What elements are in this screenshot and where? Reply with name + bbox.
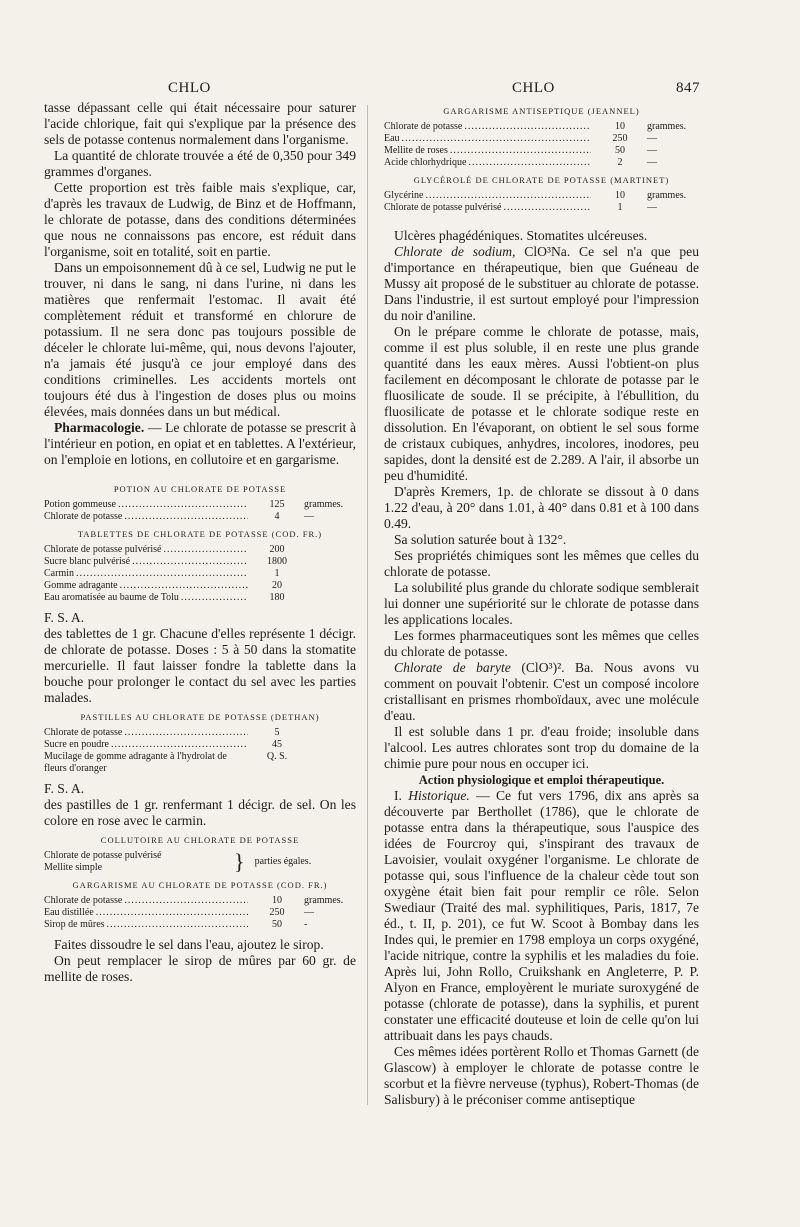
paragraph: On le prépare comme le chlorate de potasse, mais, comme il est plus soluble, il en reste une plus grande quantité dans les eaux mères. Aussi l'obtient-on plus facilement en décomposant le chlorate de potasse par le fluosilicate de soude. Il se précipite, à l'ébullition, du fluosilicate de potasse et le chlorate sodique reste en dissolution. En l'évaporant, on obtient le sel sous forme de cristaux cubiques, anhydres, incolores, inodores, peu sapides, dont la densité est de 2.289. A l'air, il absorbe un peu d'humidité. (384, 324, 699, 483)
quantity: 10 (615, 121, 625, 132)
quantity: 2 (617, 157, 623, 168)
ingredient: Eau (384, 133, 400, 144)
running-head-center: CHLO (512, 80, 555, 96)
ingredient: Acide chlorhydrique (384, 157, 467, 168)
ingredient: Sirop de mûres (44, 919, 105, 930)
unit: - (304, 919, 308, 930)
running-head-left: CHLO (168, 80, 211, 96)
paragraph: Les formes pharmaceutiques sont les mêmes que celles du chlorate de potasse. (384, 628, 699, 659)
section-number: I. (394, 788, 409, 803)
paragraph: D'après Kremers, 1p. de chlorate se dissout à 0 dans 1.22 d'eau, à 20° dans 1.01, à 40° dans 0.81 et à 100 dans 0.49. (384, 484, 699, 531)
unit: — (304, 907, 314, 918)
formula-jeannel (384, 121, 699, 169)
quantity: 4 (274, 511, 280, 522)
chlorate-baryte-paragraph (384, 660, 699, 724)
formula-title: GARGARISME AU CHLORATE DE POTASSE (COD. FR.) (72, 880, 328, 890)
quantity: 200 (269, 544, 285, 555)
formula-title: COLLUTOIRE AU CHLORATE DE POTASSE (100, 835, 300, 845)
paragraph: On peut remplacer le sirop de mûres par 60 gr. de mellite de roses. (44, 953, 356, 984)
formula-row (384, 202, 699, 214)
paragraph: Ces mêmes idées portèrent Rollo et Thomas Garnett (de Glascow) à employer le chlorate de potasse contre le scorbut et la fièvre nerveuse (typhus), Robert-Thomas (de Salisbury) à le préconiser comme antiseptique (384, 1044, 699, 1107)
paragraph: Dans un empoisonnement dû à ce sel, Ludwig ne put le trouver, ni dans le sang, ni dans l'urine, ni dans les matières que renfermait l'estomac. Il avait été complètement réduit et transformé en chlorure de potassium. Il ne sera donc pas toujours possible de déceler le chlorate lui-même, qui, nous devons l'ajouter, n'a jamais été jusqu'à ce jour employé dans des conditions criminelles. Les accidents mortels ont toujours été dus à l'ingestion de doses plus ou moins élevées, mais données dans un but médical. (44, 260, 356, 419)
formula-pastilles (44, 727, 356, 775)
formula-row (44, 499, 356, 511)
subheading: Historique. (408, 788, 470, 803)
formula-gargarisme (44, 895, 356, 931)
formula-tablettes (44, 544, 356, 604)
quantity: 1800 (267, 556, 287, 567)
formula-title: TABLETTES DE CHLORATE DE POTASSE (COD. FR.) (77, 529, 323, 539)
paragraph: Ulcères phagédéniques. Stomatites ulcéreuses. (394, 228, 648, 243)
paragraph: Faites dissoudre le sel dans l'eau, ajoutez le sirop. (54, 937, 324, 952)
column-divider (367, 105, 368, 1105)
paragraph: Cette proportion est très faible mais s'explique, car, d'après les travaux de Ludwig, de Binz et de Hoffmann, le chlorate de potasse, dans des conditions déterminées que nous ne connaissons pas encore, est réduit dans l'organisme, soit en totalité, soit en partie. (44, 180, 356, 259)
unit: — (647, 202, 657, 213)
ingredient: Potion gommeuse (44, 499, 116, 510)
formula-row (384, 190, 699, 202)
ingredient: Carmin (44, 568, 74, 579)
ingredient: Eau aromatisée au baume de Tolu (44, 592, 179, 603)
formula-title: PASTILLES AU CHLORATE DE POTASSE (DETHAN) (80, 712, 320, 722)
quantity: 50 (615, 145, 625, 156)
quantity: 45 (272, 739, 282, 750)
unit: — (647, 133, 657, 144)
ingredient: Chlorate de potasse (44, 511, 123, 522)
formula-martinet (384, 190, 699, 214)
formula-row (384, 145, 699, 157)
pharmacologie-paragraph (44, 420, 356, 468)
quantity: 125 (269, 499, 285, 510)
paragraph: des tablettes de 1 gr. Chacune d'elles représente 1 décigr. de chlorate de potasse. Doses : 5 à 50 dans la stomatite mercurielle. Il faut laisser fondre la tablette dans la bouche pour prolonger le contact du sel avec les parties malades. (44, 626, 356, 705)
ingredient: Chlorate de potasse pulvérisé (44, 850, 162, 861)
paragraph: Il est soluble dans 1 pr. d'eau froide; insoluble dans l'alcool. Les autres chlorates sont trop du domaine de la chimie pure pour nous en occuper ici. (384, 724, 699, 771)
quantity: 10 (615, 190, 625, 201)
quantity: 20 (272, 580, 282, 591)
paragraph-text: ClO³Na. Ce sel n'a que peu d'importance en thérapeutique, bien que Guéneau de Mussy ait proposé de le substituer au chlorate de potasse. Dans l'industrie, il est surtout employé pour l'impression du noir d'aniline. (384, 244, 699, 323)
unit: grammes. (647, 190, 687, 201)
unit: grammes. (304, 895, 344, 906)
quantity: 1 (274, 568, 280, 579)
quantity: 250 (612, 133, 628, 144)
quantity: 1 (617, 202, 623, 213)
ingredient: Chlorate de potasse pulvérisé (44, 544, 162, 555)
ingredient: Glycérine (384, 190, 424, 201)
fsa-label: F. S. A. (44, 781, 85, 796)
fsa-label: F. S. A. (44, 610, 85, 625)
historique-paragraph (384, 788, 699, 1044)
ingredient: Chlorate de potasse pulvérisé (384, 202, 502, 213)
unit: — (647, 157, 657, 168)
quantity: Q. S. (266, 751, 288, 762)
ingredient: Sucre blanc pulvérisé (44, 556, 131, 567)
formula-row (384, 121, 699, 133)
formula-row (44, 544, 356, 556)
formula-row (44, 568, 356, 580)
right-column (384, 106, 699, 1108)
formula-row (44, 511, 356, 523)
formula-potion (44, 499, 356, 523)
brace: } (234, 849, 245, 874)
paragraph: tasse dépassant celle qui était nécessaire pour saturer l'acide chlorique, fait qui s'explique par la présence des sels de potasse contenus normalement dans l'organisme. (44, 100, 356, 147)
unit: grammes. (647, 121, 687, 132)
formula-row (384, 133, 699, 145)
ingredient: Chlorate de potasse (44, 727, 123, 738)
ingredient: Eau distillée (44, 907, 94, 918)
ingredient: Chlorate de potasse (44, 895, 123, 906)
paragraph-text: (ClO³)². Ba. Nous avons vu comment on pouvait l'obtenir. C'est un composé incolore cristallisant en prismes rhomboïdaux, avec une molécule d'eau. (384, 660, 699, 723)
formula-row (44, 895, 356, 907)
ingredient: Mellite de roses (384, 145, 448, 156)
unit: grammes. (304, 499, 344, 510)
chlorate-sodium-paragraph (384, 244, 699, 324)
quantity: 10 (272, 895, 282, 906)
paragraph-text: — Le chlorate de potasse se prescrit à l'intérieur en potion, en opiat et en tablettes. A l'extérieur, on l'emploie en lotions, en collutoire et en gargarisme. (44, 420, 356, 467)
formula-row (44, 556, 356, 568)
unit: — (647, 145, 657, 156)
formula-row (44, 727, 356, 739)
formula-row (44, 739, 356, 751)
unit: — (304, 511, 314, 522)
formula-note: parties égales. (254, 856, 312, 867)
quantity: 50 (272, 919, 282, 930)
ingredient: Chlorate de potasse (384, 121, 463, 132)
paragraph: La solubilité plus grande du chlorate sodique semblerait lui donner une supériorité sur le chlorate de potasse dans les applications locales. (384, 580, 699, 627)
paragraph: Ses propriétés chimiques sont les mêmes que celles du chlorate de potasse. (384, 548, 699, 579)
paragraph: Sa solution saturée bout à 132°. (394, 532, 567, 547)
paragraph: des pastilles de 1 gr. renfermant 1 décigr. de sel. On les colore en rose avec le carmin. (44, 797, 356, 828)
ingredient: Gomme adragante (44, 580, 118, 591)
subheading: Chlorate de sodium, (394, 244, 516, 259)
page-number: 847 (676, 80, 700, 96)
formula-row (44, 751, 356, 775)
formula-collutoire (44, 850, 356, 874)
quantity: 5 (274, 727, 280, 738)
subheading: Chlorate de baryte (394, 660, 511, 675)
formula-row (44, 580, 356, 592)
paragraph-text: — Ce fut vers 1796, dix ans après sa découverte par Berthollet (1786), que le chlorate de potasse entra dans la thérapeutique, sous l'auspice des idées de Fourcroy qui, s'inspirant des travaux de Lavoisier, voulait oxygéner l'organisme. Le chlorate de potasse qui, sous l'influence de la chaleur cède tout son oxygène était bien fait pour remplir ce rôle. Selon Swediaur (Traité des mal. syphilitiques, Paris, 1817, 7e éd., t. II, p. 201), ce fut W. Scoot à Bombay dans les Indes qui, le premier en 1798 employa un corps oxygéné, l'acide nitrique, contre la syphilis et les maladies du foie. Après lui, John Rollo, Cruikshank en Angleterre, P. P. Alyon en France, employèrent le muriate suroxygéné de potasse (chlorate de potasse), dans la syphilis, et purent constater une efficacité douteuse et loin de celle qu'on lui attribuait dans les pays chauds. (384, 788, 699, 1043)
formula-row (384, 157, 699, 169)
section-heading: Pharmacologie. (54, 420, 145, 435)
formula-title: GLYCÉROLÉ DE CHLORATE DE POTASSE (MARTINET) (413, 175, 670, 185)
formula-row (44, 907, 356, 919)
formula-row (44, 919, 356, 931)
formula-title: POTION AU CHLORATE DE POTASSE (113, 484, 287, 494)
formula-row (44, 592, 356, 604)
left-column (44, 100, 356, 985)
paragraph: La quantité de chlorate trouvée a été de 0,350 pour 349 grammes d'organes. (44, 148, 356, 179)
section-heading: Action physiologique et emploi thérapeutique. (418, 773, 665, 787)
ingredient: Mellite simple (44, 862, 103, 873)
quantity: 250 (269, 907, 285, 918)
ingredient: Mucilage de gomme adragante à l'hydrolat de fleurs d'oranger (44, 751, 227, 774)
ingredient: Sucre en poudre (44, 739, 109, 750)
formula-title: GARGARISME ANTISEPTIQUE (JEANNEL) (443, 106, 640, 116)
quantity: 180 (269, 592, 285, 603)
